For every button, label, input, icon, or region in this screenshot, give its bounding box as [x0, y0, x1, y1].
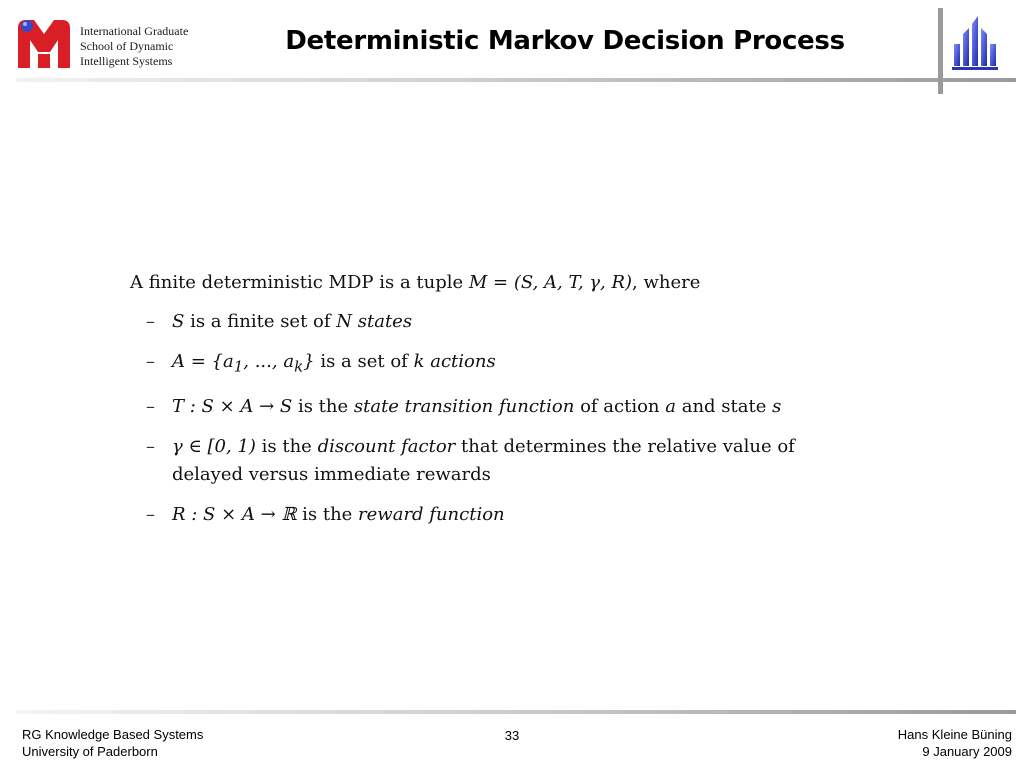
- item-text: is a finite set of: [184, 311, 337, 332]
- item-text: is the: [255, 435, 318, 457]
- graduate-school-logo-icon: [16, 18, 72, 70]
- math-k: k: [413, 351, 425, 372]
- math-action-set-mid: , ..., a: [243, 351, 295, 372]
- bullet-dash: –: [146, 351, 155, 372]
- footer-affiliation: [22, 726, 203, 760]
- tuple-math: M = (S, A, T, γ, R): [468, 272, 633, 293]
- list-item-reward: [130, 501, 870, 529]
- page-number: 33: [504, 728, 520, 743]
- bullet-dash: –: [146, 435, 155, 457]
- item-text: and state: [675, 395, 773, 417]
- item-text: is the: [296, 503, 359, 525]
- footer-author-date: [898, 726, 1012, 760]
- org-name: [80, 24, 220, 69]
- math-subscript: k: [294, 357, 304, 376]
- org-name-line: Intelligent Systems: [80, 54, 173, 68]
- footer-date: 9 January 2009: [922, 744, 1012, 759]
- math-subscript: 1: [233, 357, 244, 376]
- item-text: is the: [292, 395, 354, 417]
- org-name-line: School of Dynamic: [80, 39, 174, 53]
- list-item-discount: [130, 433, 870, 489]
- term-actions: actions: [430, 351, 496, 372]
- footer-divider: [16, 710, 1016, 714]
- math-s: S: [172, 311, 185, 332]
- item-text: is a set of: [314, 351, 414, 372]
- definition-intro: [130, 268, 870, 298]
- math-s-lower: s: [772, 395, 782, 417]
- item-text: that determines the relative value of delayed versus immediate rewards: [172, 435, 795, 485]
- math-brace: }: [303, 351, 315, 372]
- math-gamma: γ ∈ [0, 1): [172, 435, 256, 457]
- bullet-dash: –: [146, 503, 155, 525]
- list-item-actions: [130, 348, 870, 381]
- term-transition-function: state transition function: [353, 395, 575, 417]
- term-reward-function: reward function: [358, 503, 505, 525]
- math-n: N: [336, 311, 353, 332]
- footer-author: Hans Kleine Büning: [897, 727, 1012, 742]
- math-transition: T : S × A → S: [172, 395, 293, 417]
- math-reward: R : S × A → ℝ: [172, 503, 297, 525]
- intro-text-end: , where: [632, 272, 701, 293]
- slide-content: [130, 268, 870, 541]
- bullet-dash: –: [146, 311, 155, 332]
- header-divider: [16, 78, 1016, 82]
- intro-text: A finite deterministic MDP is a tuple: [130, 272, 469, 293]
- term-discount-factor: discount factor: [317, 435, 456, 457]
- math-a: a: [665, 395, 676, 417]
- header-vertical-divider: [938, 8, 943, 94]
- footer-university: University of Paderborn: [22, 744, 158, 759]
- org-name-line: International Graduate: [80, 24, 189, 38]
- bullet-dash: –: [146, 395, 155, 417]
- university-logo-icon: [950, 14, 1000, 70]
- footer-group: RG Knowledge Based Systems: [22, 727, 204, 742]
- item-text: of action: [574, 395, 666, 417]
- list-item-transition: [130, 393, 870, 421]
- term-states: states: [357, 311, 413, 332]
- list-item-states: [130, 308, 870, 336]
- math-action-set: A = {a: [172, 351, 234, 372]
- definition-list: [130, 308, 870, 529]
- slide-title: Deterministic Markov Decision Process: [285, 26, 845, 56]
